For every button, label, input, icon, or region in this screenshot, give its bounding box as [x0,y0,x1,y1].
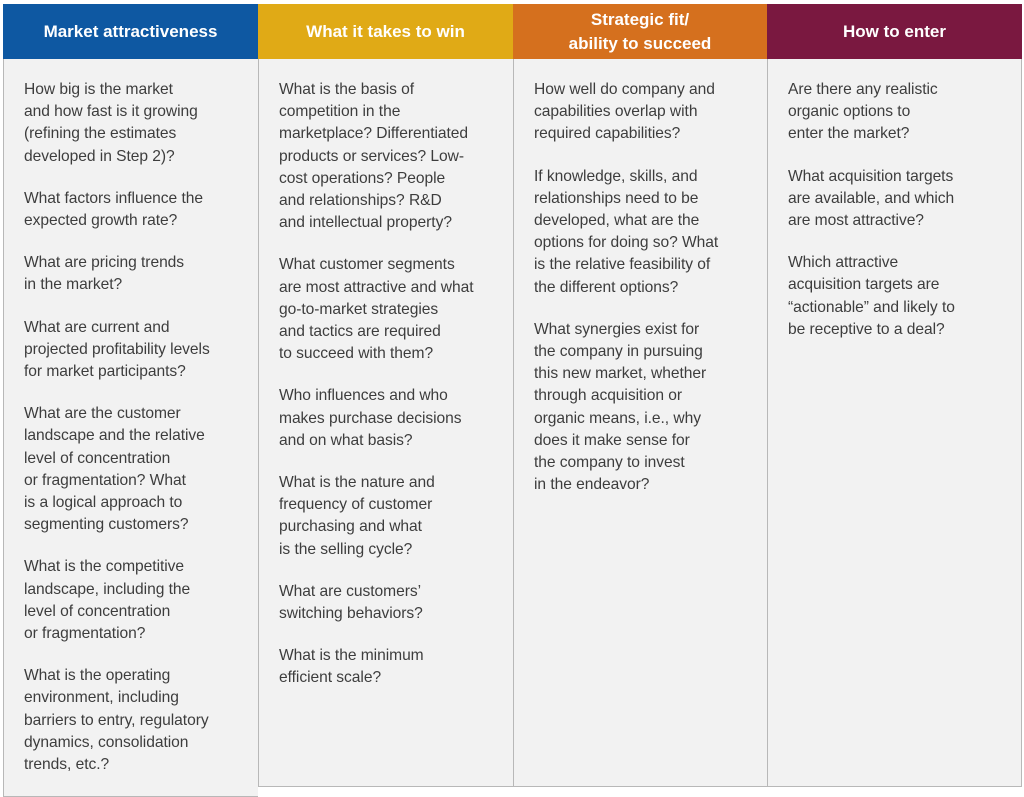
column-what-it-takes-to-win [258,4,513,787]
column-how-to-enter [767,4,1022,787]
question-item: Which attractive acquisition targets are “actionable” and likely to be receptive to a deal? [788,254,955,338]
body-what-it-takes-to-win [258,59,513,787]
question-item: What is the basis of competition in the marketplace? Differentiated products or services? Low- cost operations? People and relationships? R&D and intellectual property? [279,81,469,232]
question-item: Are there any realistic organic options to enter the market? [788,81,938,143]
header-market-attractiveness [3,4,258,59]
question-item: What is the nature and frequency of customer purchasing and what is the selling cycle? [279,474,435,558]
header-title: Market attractiveness [43,21,218,41]
body-strategic-fit [513,59,767,787]
question-item: What factors influence the expected growth rate? [24,189,203,230]
question-item: What acquisition targets are available, and which are most attractive? [788,167,955,230]
question-item: What is the operating environment, including barriers to entry, regulatory dynamics, consolidation trends, etc.? [24,667,209,774]
question-item: How big is the market and how fast is it growing (refining the estimates developed in Step 2)? [24,81,198,165]
body-how-to-enter [767,59,1022,787]
question-item: What are pricing trends in the market? [24,254,185,294]
header-strategic-fit [513,4,767,59]
header-title: What it takes to win [306,21,465,41]
header-title: Strategic fit/ ability to succeed [568,9,712,53]
question-item: How well do company and capabilities overlap with required capabilities? [534,81,715,143]
framework-grid [3,4,1022,787]
question-item: What are the customer landscape and the relative level of concentration or fragmentation? What is a logical approach to segmenting customers? [24,405,205,534]
question-item: If knowledge, skills, and relationships need to be developed, what are the options for doing so? What is the relative feasibility of the different options? [534,167,719,296]
question-item: What synergies exist for the company in pursuing this new market, whether through acquisition or organic means, i.e., why does it make sense for the company to invest in the endeavor? [534,320,707,494]
question-item: What are customers’ switching behaviors? [279,582,423,623]
question-item: What customer segments are most attractive and what go-to-market strategies and tactics are required to succeed with them? [279,256,474,363]
column-strategic-fit [513,4,767,787]
column-market-attractiveness [3,4,258,787]
header-how-to-enter [767,4,1022,59]
question-item: What are current and projected profitability levels for market participants? [24,318,210,381]
body-market-attractiveness [3,59,258,797]
question-item: What is the minimum efficient scale? [279,647,424,687]
question-item: Who influences and who makes purchase decisions and on what basis? [279,387,462,449]
header-what-it-takes-to-win [258,4,513,59]
header-title: How to enter [843,21,946,41]
question-item: What is the competitive landscape, including the level of concentration or fragmentation? [24,558,191,643]
